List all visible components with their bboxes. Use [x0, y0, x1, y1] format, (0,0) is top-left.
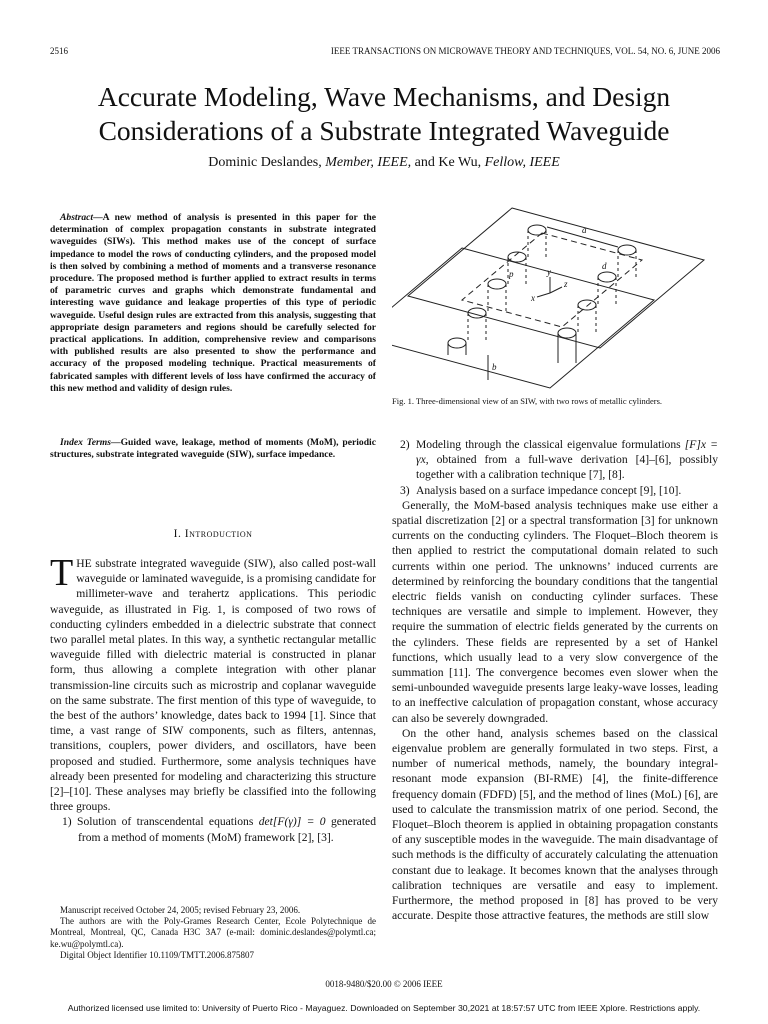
label-b: b [492, 362, 497, 372]
authors-and: and [414, 155, 435, 170]
item3-number: 3) [400, 483, 410, 497]
footnote-received: Manuscript received October 24, 2005; revised February 23, 2006. [60, 905, 301, 915]
label-d: d [602, 261, 607, 271]
abstract-label: Abstract [60, 212, 94, 223]
label-z: z [564, 279, 568, 289]
item1-prefix: 1) Solution of transcendental equations [62, 815, 254, 829]
list-item-1 [62, 814, 376, 844]
figure-siw [392, 205, 718, 405]
cylinder-row-2 [558, 245, 636, 363]
right-column-body [392, 437, 718, 924]
label-x: x [531, 293, 535, 303]
paper-title [0, 80, 768, 148]
intro-paragraph [50, 552, 376, 814]
authors [0, 155, 768, 171]
item2-text-b: , obtained from a full-wave derivation [4]–[6], possibly together with a calibration technique [7], [8]. [416, 453, 718, 482]
item2-number: 2) [400, 438, 410, 451]
section-heading [50, 527, 376, 540]
list-item-2 [392, 437, 718, 483]
footnote-affiliation: The authors are with the Poly-Grames Research Center, Ecole Polytechnique de Montreal, Montreal, QC, Canada H3C 3A7 (e-mail: dominic.deslandes@polymtl.ca; ke.wu@polymtl.ca). [50, 916, 376, 949]
footnote-doi: Digital Object Identifier 10.1109/TMTT.2006.875807 [60, 949, 254, 960]
label-y: y [547, 267, 551, 277]
label-a: a [582, 225, 587, 235]
item1-suffix: generated from a method of moments (MoM) framework [2], [3]. [78, 815, 376, 844]
paragraph-mom: Generally, the MoM-based analysis techniques make use either a spatial discretization [2] or a spectral transformation [3] for unknown currents on the conducting cylinders. The Floquet–Bloch theorem is then applied to restrict the computational domain related to such currents within one period. The unknowns’ induced currents are determined by reinforcing the boundary conditions that the tangential electric fields vanish on conducting cylinder surfaces. These techniques are versatile and simple to implement. However, they require the summation of electric fields generated by the currents on the cylinders. These fields are represented by a set of Hankel functions, which usually lead to a very slow convergence of the summation [11]. The convergence becomes even slower when the semi-unbounded waveguide presents large leaky-wave losses, leading to an ineffective calculation of propagation constant, whose accuracy can also be severely downgraded. [392, 498, 718, 725]
author-1-name: Dominic Deslandes, [208, 155, 322, 170]
item1-math: det[F(γ)] = 0 [258, 815, 326, 829]
item3-text: Analysis based on a surface impedance concept [9], [10]. [416, 483, 682, 497]
cylinder-row-1 [448, 225, 546, 355]
license-notice: Authorized licensed use limited to: University of Puerto Rico - Mayaguez. Downloaded on September 30,2021 at 18:57:57 UTC from IEEE Xplore. Restrictions apply. [67, 1003, 701, 1013]
author-2-name: Ke Wu, [438, 155, 482, 170]
title-line-1: Accurate Modeling, Wave Mechanisms, and Design [97, 81, 671, 112]
list-item-3 [392, 483, 718, 498]
intro-body [50, 552, 376, 845]
author-1-role: Member, IEEE, [325, 155, 412, 170]
top-plate [408, 208, 704, 348]
abstract [50, 212, 376, 395]
figure-caption: Fig. 1. Three-dimensional view of an SIW, with two rows of metallic cylinders. [392, 396, 663, 406]
item2-math: [F]x = γx [416, 438, 718, 467]
footnotes [50, 905, 376, 961]
paragraph-eigenvalue: On the other hand, analysis schemes based on the classical eigenvalue problem are generally formulated in two steps. First, a number of numerical methods, namely, the boundary integral-resonant mode expansion (BI-RME) [4], the finite-difference frequency domain (FDFD) [5], and the method of lines (MoL) [6], are used to calculate the transmission matrix of one period. Second, the Floquet–Bloch theorem is applied in obtaining propagation constants of any susceptible modes in the waveguide. The main disadvantage of such methods is the difficulty of accurately calculating the attenuation constant due to leakage. It becomes known that the analyses through calibration techniques are versatile and easy to implement. Furthermore, the method proposed in [8] has proved to be very accurate. Despite those attractive features, the methods are still slow [392, 726, 718, 923]
copyright: 0018-9480/$20.00 © 2006 IEEE [325, 979, 443, 989]
author-2-role: Fellow, IEEE [484, 155, 560, 170]
item2-text-a: Modeling through the classical eigenvalue formulations [416, 438, 681, 451]
siw-diagram [392, 205, 718, 395]
index-terms-text: —Guided wave, leakage, method of moments (MoM), periodic structures, substrate integrated waveguide (SIW), surface impedance. [50, 437, 376, 461]
intro-p1-text: HE substrate integrated waveguide (SIW), also called post-wall waveguide or laminated waveguide, is a promising candidate for millimeter-wave and terahertz applications. This periodic waveguide, as illustrated in Fig. 1, is composed of two rows of conducting cylinders embedded in a dielectric substrate that connect two parallel metal plates. In this way, a synthetic rectangular metallic waveguide filled with dielectric material is constructed in planar form, thus allowing a complete integration with other planar transmission-line circuits such as microstrip and coplanar waveguide on the same substrate. The first mention of this type of waveguide, to the best of the authors’ knowledge, dates back to 1994 [1]. Since that time, a vast range of SIW components, such as filters, antennas, transitions, couplers, power dividers, and oscillators, have been proposed and studied. Furthermore, some analysis techniques have already been presented for modeling and characterizing this structure [2]–[10]. These analyses may briefly be classified into the following three groups. [50, 557, 376, 814]
page-number: 2516 [50, 46, 68, 56]
index-terms [50, 437, 376, 461]
bottom-plate [392, 248, 654, 388]
index-terms-label: Index Terms [60, 437, 111, 448]
section-title: Introduction [184, 527, 253, 540]
section-number: I. [173, 527, 182, 540]
title-line-2: Considerations of a Substrate Integrated Waveguide [98, 115, 670, 146]
label-p: p [509, 269, 514, 279]
dropcap: T [50, 552, 74, 594]
abstract-text: —A new method of analysis is presented in this paper for the determination of complex propagation constants in substrate integrated waveguides (SIWs). This method makes use of the concept of surface impedance to model the rows of conducting cylinders, and the proposed model is then solved by combining a method of moments and a transverse resonance procedure. The proposed method is further applied to extract results in terms of parametric curves and graphs which demonstrate fundamental and interesting wave guidance and leakage properties of this type of periodic waveguide. Useful design rules are extracted from this analysis, suggesting that appropriate design parameters and regions should be carefully selected for practical applications. In addition, comprehensive review and comparisons with published results are also presented to show the performance and accuracy of the proposed modeling technique. Practical measurements of fabricated samples with different levels of loss have confirmed the accuracy of this new method and validity of design rules. [50, 212, 376, 394]
journal-header: IEEE TRANSACTIONS ON MICROWAVE THEORY AND TECHNIQUES, VOL. 54, NO. 6, JUNE 2006 [330, 46, 720, 56]
